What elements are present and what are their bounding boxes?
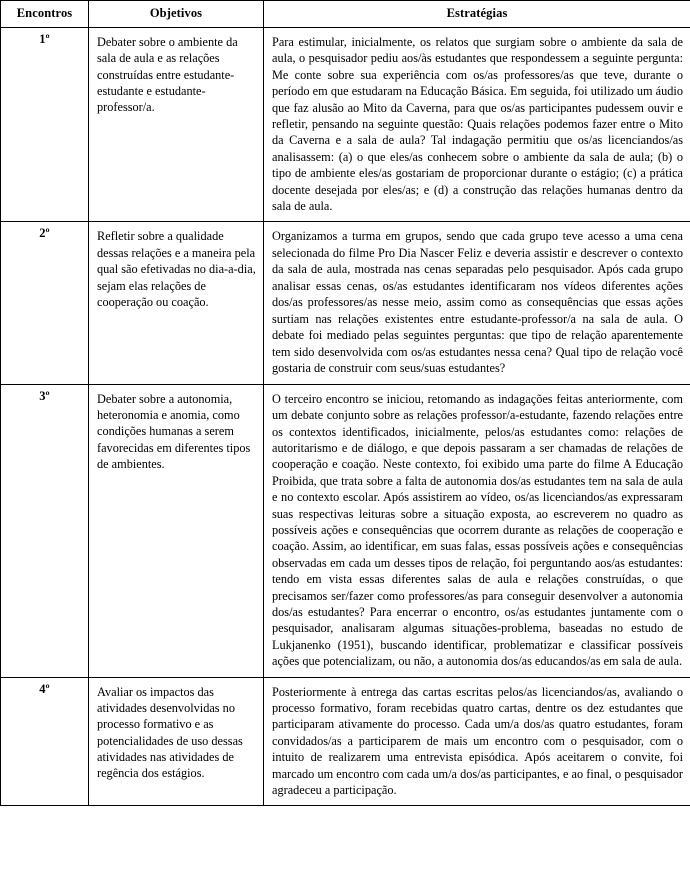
table-row (1, 677, 690, 806)
cell-encontro: 2º (1, 222, 89, 384)
column-header-encontros: Encontros (1, 1, 89, 28)
cell-objetivo: Refletir sobre a qualidade dessas relações e a maneira pela qual são efetivadas no dia-a-dia, sejam elas relações de cooperação ou coação. (89, 222, 264, 384)
column-header-objetivos: Objetivos (89, 1, 264, 28)
cell-encontro: 1º (1, 28, 89, 222)
cell-objetivo: Debater sobre a autonomia, heteronomia e anomia, como condições humanas a serem favorecidas em diferentes tipos de ambientes. (89, 384, 264, 677)
table-row (1, 222, 690, 384)
cell-estrategia: O terceiro encontro se iniciou, retomando as indagações feitas anteriormente, com um debate conjunto sobre as relações professor/a-estudante, fazendo relações entre os contextos identificados, inicialmente, pelos/as estudantes como: relações de autoritarismo e de diálogo, e que depois passaram a ser chamadas de relações de cooperação e coação. Neste contexto, foi exibido uma parte do filme A Educação Proibida, que trata sobre a falta de autonomia dos/as estudantes tem na sala de aula e no contexto escolar. Após assistirem ao vídeo, os/as licenciandos/as expressaram suas respectivas leituras sobre a situação exposta, ao escreverem no quadro as possíveis ações e consequências que ocorrem durante as relações de cooperação e coação. Assim, ao identificar, em suas falas, essas possíveis ações e consequências observadas em cada um desses tipos de relação, foi perguntando aos/as estudantes: tendo em vista essas diferentes salas de aula e relações construídas, o que precisamos ser/fazer como professores/as para conseguir desenvolver a autonomia dos/as estudantes? Para encerrar o encontro, os/as estudantes juntamente com o pesquisador, analisaram algumas situações-problema, baseadas no estudo de Lukjanenko (1951), buscando identificar, problematizar e classificar possíveis ações que potencializam, ou não, a autonomia dos/as educandos/as em sala de aula. (264, 384, 690, 677)
cell-objetivo: Debater sobre o ambiente da sala de aula e as relações construídas entre estudante-estudante e estudante-professor/a. (89, 28, 264, 222)
table-header-row (1, 1, 690, 28)
table-body (1, 28, 690, 806)
column-header-estrategias: Estratégias (264, 1, 690, 28)
table-row (1, 384, 690, 677)
cell-estrategia: Para estimular, inicialmente, os relatos que surgiam sobre o ambiente da sala de aula, o pesquisador pediu aos/às estudantes que respondessem a seguinte pergunta: Me conte sobre sua experiência com os/as professores/as que teve, durante o período em que estudaram na Educação Básica. Em seguida, foi utilizado um áudio que faz alusão ao Mito da Caverna, para que os/as participantes pudessem ouvir e refletir, pensando na seguinte questão: Quais relações podemos fazer entre o Mito da Caverna e a sala de aula? Tal indagação permitiu que os/as licenciandos/as analisassem: (a) o que eles/as conhecem sobre o ambiente da sala de aula; (b) o tipo de ambiente eles/as gostariam de proporcionar durante o estágio; (c) a prática docente desejada por eles/as; e (d) a construção das relações humanas dentro da sala de aula. (264, 28, 690, 222)
cell-objetivo: Avaliar os impactos das atividades desenvolvidas no processo formativo e as potencialidades de uso dessas atividades nas atividades de regência dos estágios. (89, 677, 264, 806)
cell-estrategia: Organizamos a turma em grupos, sendo que cada grupo teve acesso a uma cena selecionada do filme Pro Dia Nascer Feliz e deveria assistir e descrever o contexto da sala de aula, mostrada nas cenas separadas pelo pesquisador. Após cada grupo analisar essas cenas, os/as estudantes identificaram nos vídeos diferentes ações dos/as professores/as nesse meio, assim como as consequências que essas ações surtiam nas relações existentes entre estudante-professor/a na sala de aula. O debate foi mediado pelas seguintes perguntas: que tipo de relação aparentemente tem sido desenvolvida com os/as estudantes nessa cena? Qual tipo de relação você gostaria de construir com seus/suas estudantes? (264, 222, 690, 384)
table-header (1, 1, 690, 28)
cell-estrategia: Posteriormente à entrega das cartas escritas pelos/as licenciandos/as, avaliando o processo formativo, foram recebidas quatro cartas, dentre os dez estudantes que participaram ativamente do processo. Cada um/a dos/as quatro estudantes, foram convidados/as a participarem de mais um encontro com o pesquisador, com o intuito de realizarem uma entrevista episódica. Após aceitarem o convite, foi marcado um encontro com cada um/a dos/as participantes, e ao final, o pesquisador agradeceu a participação. (264, 677, 690, 806)
cell-encontro: 3º (1, 384, 89, 677)
table-row (1, 28, 690, 222)
cell-encontro: 4º (1, 677, 89, 806)
